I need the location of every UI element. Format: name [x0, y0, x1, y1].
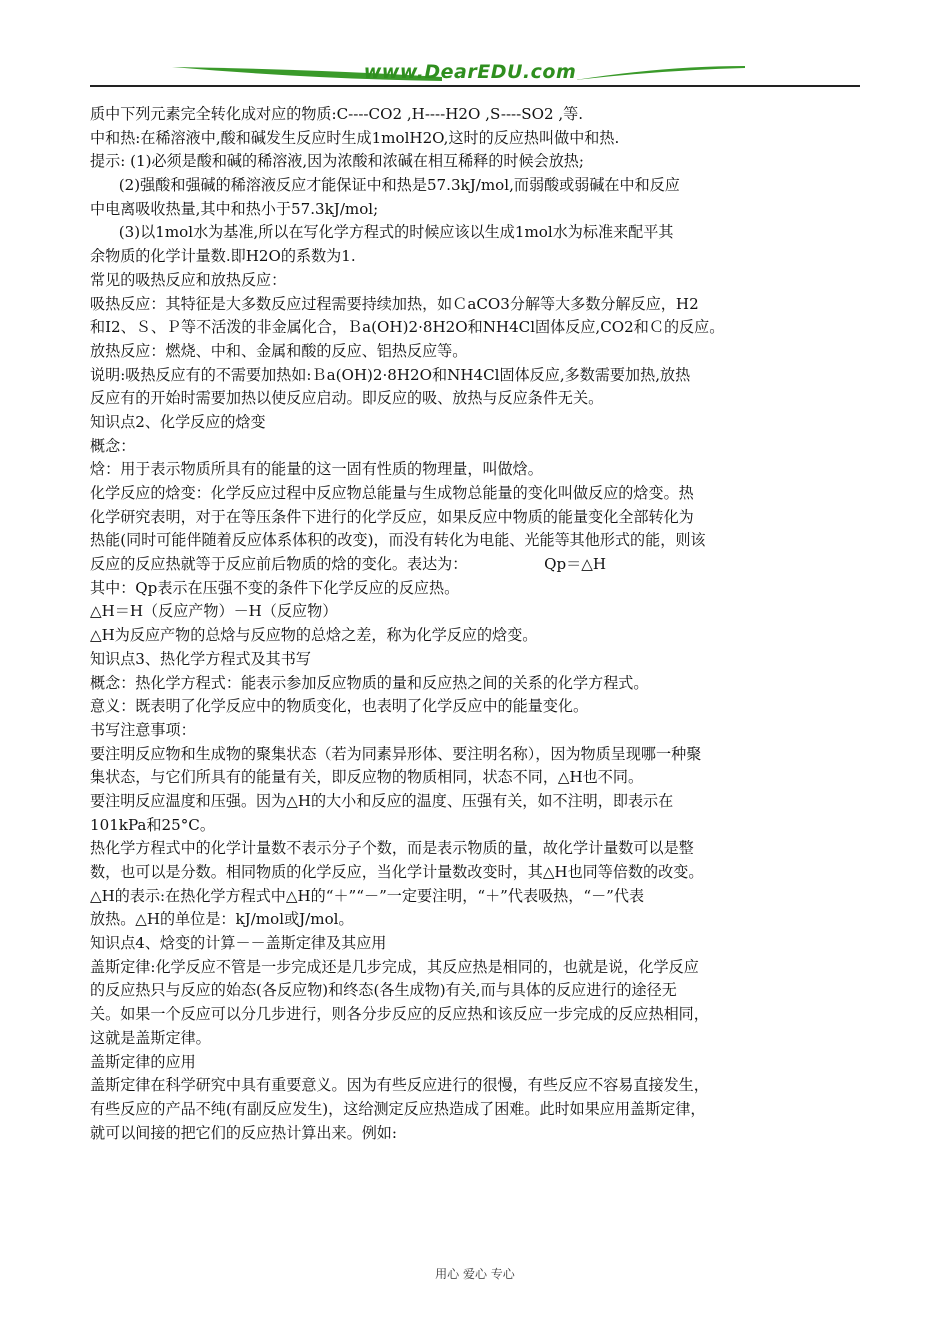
green-swoosh-right-icon	[575, 64, 745, 82]
text-line: 说明:吸热反应有的不需要加热如:Ｂa(OH)2·8H2O和NH4Cl固体反应,多数需要加热,放热	[90, 365, 691, 384]
text-line: (2)强酸和强碱的稀溶液反应才能保证中和热是57.3kJ/mol,而弱酸或弱碱在中和反应	[90, 176, 680, 195]
text-line: 盖斯定律:化学反应不管是一步完成还是几步完成，其反应热是相同的，也就是说，化学反应	[90, 957, 699, 976]
text-line: 反应的反应热就等于反应前后物质的焓的变化。表达为： Qp＝△H	[90, 555, 607, 574]
text-line: 有些反应的产品不纯(有副反应发生)，这给测定反应热造成了困难。此时如果应用盖斯定律，	[90, 1099, 706, 1118]
header-rule	[90, 85, 860, 87]
text-line: 中电离吸收热量,其中和热小于57.3kJ/mol;	[90, 199, 379, 218]
text-line: 书写注意事项：	[90, 720, 196, 739]
text-line: 概念：	[90, 436, 136, 455]
text-line: (3)以1mol水为基准,所以在写化学方程式的时候应该以生成1mol水为标准来配平其	[90, 223, 674, 242]
text-line: 知识点2、化学反应的焓变	[90, 412, 266, 431]
text-line: 放热反应：燃烧、中和、金属和酸的反应、铝热反应等。	[90, 341, 468, 360]
text-line: 知识点3、热化学方程式及其书写	[90, 649, 311, 668]
text-line: 盖斯定律在科学研究中具有重要意义。因为有些反应进行的很慢，有些反应不容易直接发生，	[90, 1076, 709, 1095]
text-line: 就可以间接的把它们的反应热计算出来。例如:	[90, 1123, 397, 1142]
text-line: 和I2、Ｓ、Ｐ等不活泼的非金属化合，Ｂa(OH)2·8H2O和NH4Cl固体反应,CO2和Ｃ的反应。	[90, 318, 725, 337]
text-line: △H的表示:在热化学方程式中△H的“＋”“－”一定要注明，“＋”代表吸热，“－”代表	[90, 886, 645, 905]
text-line: 关。如果一个反应可以分几步进行，则各分步反应的反应热和该反应一步完成的反应热相同，	[90, 1005, 709, 1024]
text-line: 集状态，与它们所具有的能量有关，即反应物的物质相同，状态不同，△H也不同。	[90, 768, 644, 787]
text-line: 质中下列元素完全转化成对应的物质:C----CO2 ,H----H2O ,S----SO2 ,等.	[90, 105, 584, 123]
text-line: 中和热:在稀溶液中,酸和碱发生反应时生成1molH2O,这时的反应热叫做中和热.	[90, 128, 620, 147]
page-footer: 用心 爱心 专心	[435, 1267, 515, 1281]
text-line: 盖斯定律的应用	[90, 1052, 196, 1071]
text-line: 常见的吸热反应和放热反应：	[90, 270, 287, 289]
text-line: △H为反应产物的总焓与反应物的总焓之差，称为化学反应的焓变。	[90, 626, 538, 645]
text-line: △H＝H（反应产物）－H（反应物）	[90, 602, 338, 621]
text-line: 数，也可以是分数。相同物质的化学反应，当化学计量数改变时，其△H也同等倍数的改变。	[90, 863, 704, 881]
text-line: 热能(同时可能伴随着反应体系体积的改变)，而没有转化为电能、光能等其他形式的能，则该	[90, 531, 706, 550]
text-line: 热化学方程式中的化学计量数不表示分子个数，而是表示物质的量，故化学计量数可以是整	[90, 839, 694, 858]
text-line: 余物质的化学计量数.即H2O的系数为1.	[90, 247, 356, 266]
text-line: 要注明反应温度和压强。因为△H的大小和反应的温度、压强有关，如不注明，即表示在	[90, 791, 674, 810]
text-line: 焓：用于表示物质所具有的能量的这一固有性质的物理量，叫做焓。	[90, 460, 543, 479]
text-line: 要注明反应物和生成物的聚集状态（若为同素异形体、要注明名称），因为物质呈现哪一种聚	[90, 744, 702, 763]
text-line: 知识点4、焓变的计算－－盖斯定律及其应用	[90, 934, 387, 953]
page-header	[90, 56, 860, 94]
text-line: 的反应热只与反应的始态(各反应物)和终态(各生成物)有关,而与具体的反应进行的途径无	[90, 981, 677, 1000]
text-line: 这就是盖斯定律。	[90, 1028, 211, 1047]
text-line: 吸热反应：其特征是大多数反应过程需要持续加热，如ＣaCO3分解等大多数分解反应，H2	[90, 294, 699, 313]
text-line: 提示: (1)必须是酸和碱的稀溶液,因为浓酸和浓碱在相互稀释的时候会放热;	[90, 152, 584, 171]
text-line: 放热。△H的单位是：kJ/mol或J/mol。	[90, 910, 354, 929]
text-line: 意义：既表明了化学反应中的物质变化，也表明了化学反应中的能量变化。	[90, 697, 589, 716]
document-body	[90, 103, 860, 1145]
text-line: 概念：热化学方程式：能表示参加反应物质的量和反应热之间的关系的化学方程式。	[90, 673, 649, 692]
text-line: 其中：Qp表示在压强不变的条件下化学反应的反应热。	[90, 578, 460, 597]
text-line: 化学反应的焓变：化学反应过程中反应物总能量与生成物总能量的变化叫做反应的焓变。热	[90, 484, 694, 502]
text-line: 反应有的开始时需要加热以使反应启动。即反应的吸、放热与反应条件无关。	[90, 389, 604, 408]
site-logo: www.DearEDU.com	[363, 61, 577, 83]
text-line: 101kPa和25°C。	[90, 815, 215, 834]
text-line: 化学研究表明，对于在等压条件下进行的化学反应，如果反应中物质的能量变化全部转化为	[90, 507, 694, 526]
